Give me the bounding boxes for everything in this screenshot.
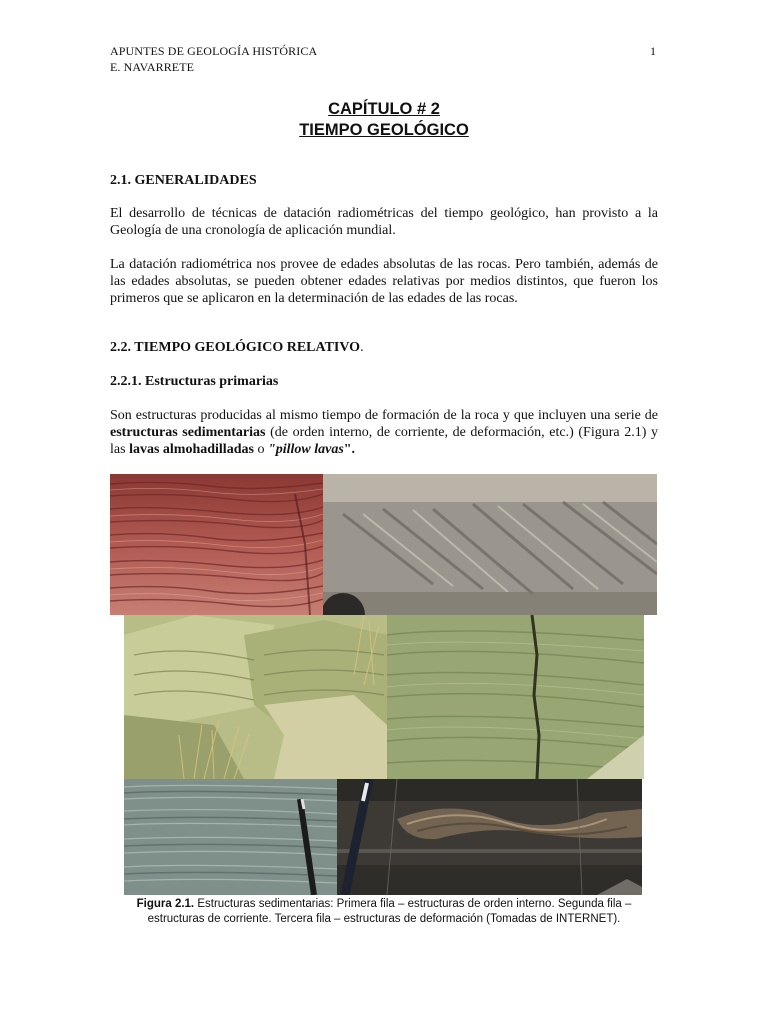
section-heading-2-2-1: 2.2.1. Estructuras primarias [110, 374, 279, 389]
p3-text-a: Son estructuras producidas al mismo tiempo de formación de la roca y que incluyen una serie de [110, 408, 658, 423]
figure-label: Figura 2.1. [136, 898, 195, 910]
p3-pillow-lavas: "pillow lavas [267, 442, 344, 457]
figure-caption [110, 897, 658, 927]
photo-deformation-structure-pen [124, 779, 337, 895]
p3-bold-pillow: lavas almohadilladas [129, 442, 254, 457]
figure-caption-text: Estructuras sedimentarias: Primera fila – estructuras de orden interno. Segunda fila – estructuras de corriente. Tercera fila – estructuras de deformación (Tomadas de INTERNET). [147, 898, 632, 925]
p3-text-e: o [253, 442, 268, 457]
author-name: E. NAVARRETE [110, 60, 195, 74]
photo-internal-structure-red [110, 474, 323, 615]
section-heading-2-1: 2.1. GENERALIDADES [110, 173, 257, 188]
photo-current-structure-blocks [124, 615, 387, 779]
section-heading-2-2 [110, 340, 364, 356]
photo-cross-bedding-grey [323, 474, 657, 615]
running-header [110, 43, 317, 75]
photo-deformation-structure-folds [337, 779, 642, 895]
photo-current-structure-face [387, 615, 644, 779]
section-heading-2-2-period: . [360, 340, 364, 355]
p3-quote-open [268, 442, 355, 457]
p3-text-c: (de orden interno, de corriente, de deformación, etc.) (Figura 2.1) y las [110, 425, 658, 457]
paragraph-3 [110, 407, 658, 458]
paragraph-1: El desarrollo de técnicas de datación radiométricas del tiempo geológico, han provisto a la Geología de una cronología de aplicación mundial. [110, 206, 658, 238]
chapter-number: CAPÍTULO # 2 [328, 100, 440, 118]
section-heading-2-2-text: 2.2. TIEMPO GEOLÓGICO RELATIVO [110, 340, 361, 355]
p3-bold-sedimentary: estructuras sedimentarias [110, 425, 266, 440]
p3-quote-close: ". [343, 442, 356, 457]
paragraph-2: La datación radiométrica nos provee de edades absolutas de las rocas. Pero también, además de las edades absolutas, se pueden obtener edades relativas por medios distintos, que fueron los primeros que se aplicaron en la determinación de las edades de las rocas. [110, 257, 658, 306]
course-title: APUNTES DE GEOLOGÍA HISTÓRICA [110, 44, 318, 58]
chapter-title: TIEMPO GEOLÓGICO [299, 121, 469, 139]
page-number: 1 [650, 44, 657, 58]
